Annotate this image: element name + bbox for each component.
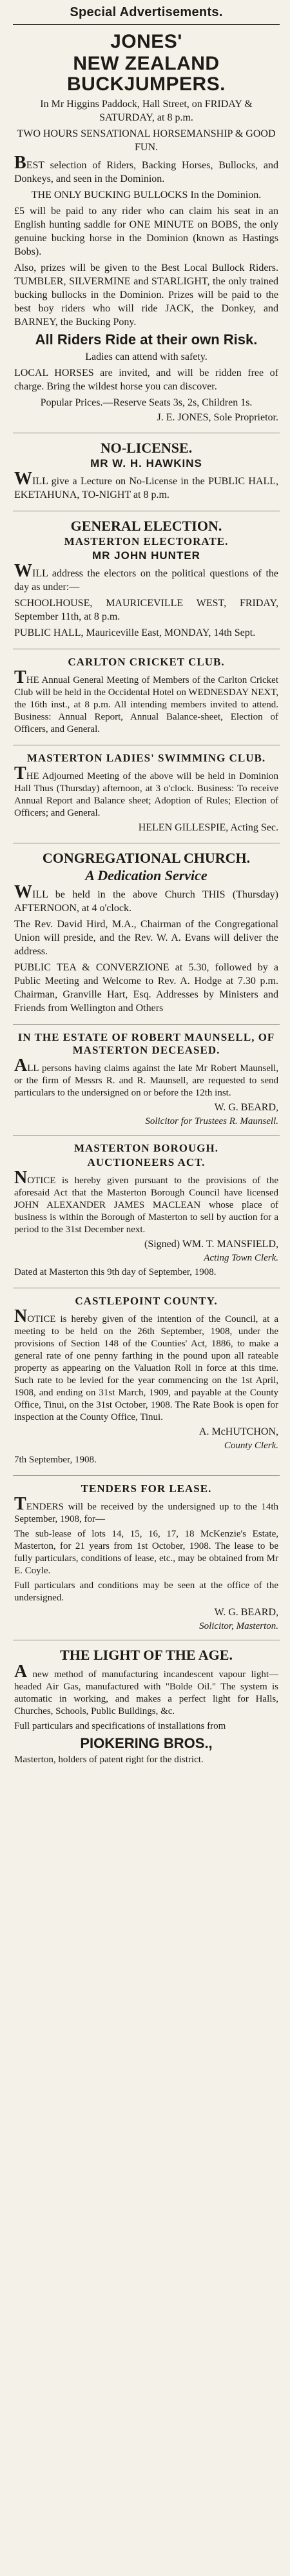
page-title: Special Advertisements. <box>70 5 223 19</box>
ad-heading: CONGREGATIONAL CHURCH. <box>42 850 251 866</box>
ad-heading: CASTLEPOINT COUNTY. <box>75 1295 218 1307</box>
ad-congregational-church <box>13 843 280 1024</box>
ad-paragraph: Also, prizes will be given to the Best Local Bullock Riders. TUMBLER, SILVERMINE and STARLIGHT, the only trained bucking bullocks in the Dominion. Prizes will be paid to the best boy riders who will ride JACK, the Donkey, and BARNEY, the Bucking Pony. <box>14 262 278 328</box>
ad-general-election <box>13 511 280 649</box>
ad-signature-title: Solicitor, Masterton. <box>199 1621 278 1631</box>
ad-subheading: MR JOHN HUNTER <box>92 549 200 562</box>
ad-paragraph: Full particulars and specifications of installations from <box>14 1721 226 1731</box>
ad-paragraph: TWO HOURS SENSATIONAL HORSEMANSHIP & GOOD FUN. <box>17 128 276 153</box>
ad-heading: NEW ZEALAND BUCKJUMPERS. <box>66 53 226 95</box>
ad-paragraph: NOTICE is hereby given pursuant to the provisions of the aforesaid Act that the Masterton Borough Council have licensed JOHN ALEXANDER JAMES MACLEAN whose place of business is within the Borough of Masterton to sell by auction for a period to the 31st December next. <box>14 1168 278 1235</box>
ad-paragraph: PUBLIC TEA & CONVERZIONE at 5.30, followed by a Public Meeting and Welcome to Rev. A. Hodge at 7.30 p.m. Chairman, Granville Hart, Esq. Addresses by Ministers and Friends from Wellington and Others <box>14 962 278 1014</box>
ad-castlepoint-county <box>13 1288 280 1475</box>
ad-paragraph: THE ONLY BUCKING BULLOCKS In the Dominion. <box>31 190 262 201</box>
ad-paragraph: A new method of manufacturing incandescent vapour light—headed Air Gas, manufactured with "Bolde Oil." The system is automatic in working, and makes a perfect light for Halls, Churches, Schools, Public Buildings, &c. <box>14 1662 278 1716</box>
ad-signature: HELEN GILLESPIE, Acting Sec. <box>138 822 278 833</box>
ad-signature-title: Acting Town Clerk. <box>204 1253 278 1263</box>
ad-heading: CARLTON CRICKET CLUB. <box>68 656 225 668</box>
ad-paragraph: WILL address the electors on the political questions of the day as under:— <box>14 561 278 593</box>
ad-signature: W. G. BEARD, <box>214 1102 278 1113</box>
ad-paragraph: Popular Prices.—Reserve Seats 3s, 2s, Children 1s. <box>40 397 253 408</box>
ad-paragraph: Full particulars and conditions may be seen at the office of the undersigned. <box>14 1580 278 1603</box>
ad-paragraph: The Rev. David Hird, M.A., Chairman of the Congregational Union will preside, and the Rev. W. A. Evans will deliver the address. <box>14 919 278 957</box>
ad-heading: MASTERTON LADIES' SWIMMING CLUB. <box>26 752 266 764</box>
ad-subheading: MASTERTON ELECTORATE. <box>64 535 229 547</box>
ad-paragraph: Dated at Masterton this 9th day of September, 1908. <box>14 1267 217 1277</box>
ad-signature-title: Solicitor for Trustees R. Maunsell. <box>145 1116 278 1126</box>
ad-no-license <box>13 433 280 511</box>
ad-heading: MASTERTON BOROUGH. <box>74 1142 218 1154</box>
ad-paragraph: 7th September, 1908. <box>14 1455 97 1465</box>
ad-paragraph: SCHOOLHOUSE, MAURICEVILLE WEST, FRIDAY, September 11th, at 8 p.m. <box>14 598 278 622</box>
ad-paragraph: Masterton, holders of patent right for the district. <box>14 1755 204 1765</box>
ad-paragraph: £5 will be paid to any rider who can claim his seat in an English hunting saddle for ONE MINUTE on BOBS, the only genuine bucking horse in the Dominion (known as Hastings Bobs). <box>14 206 278 257</box>
ad-subheading: All Riders Ride at their own Risk. <box>35 331 258 348</box>
ad-subheading: MR W. H. HAWKINS <box>90 457 202 469</box>
ad-masterton-borough <box>13 1135 280 1288</box>
ad-heading: GENERAL ELECTION. <box>70 518 222 534</box>
ad-paragraph: The sub-lease of lots 14, 15, 16, 17, 18 McKenzie's Estate, Masterton, for 21 years from 1st October, 1908. The lease to be fully particulars, conditions of lease, etc., may be obtained from Mr E. Coyle. <box>14 1529 278 1576</box>
ad-paragraph: WILL give a Lecture on No-License in the PUBLIC HALL, EKETAHUNA, TO-NIGHT at 8 p.m. <box>14 469 278 500</box>
ad-subheading: A Dedication Service <box>85 867 208 883</box>
ad-paragraph: WILL be held in the above Church THIS (Thursday) AFTERNOON, at 4 o'clock. <box>14 882 278 914</box>
ad-paragraph: Ladies can attend with safety. <box>85 351 208 362</box>
ad-subheading: AUCTIONEERS ACT. <box>87 1156 206 1168</box>
ad-heading: IN THE ESTATE OF ROBERT MAUNSELL, OF MASTERTON DECEASED. <box>17 1031 275 1056</box>
ad-swimming-club <box>13 745 280 843</box>
ad-carlton-cricket <box>13 649 280 745</box>
ad-signature: J. E. JONES, Sole Proprietor. <box>157 412 278 423</box>
ad-tenders-lease <box>13 1475 280 1640</box>
ad-jones-buckjumpers <box>13 24 280 433</box>
ad-signature: A. McHUTCHON, <box>198 1426 278 1437</box>
ad-signature: (Signed) WM. T. MANSFIELD, <box>144 1239 278 1250</box>
ad-light-of-the-age <box>13 1640 280 1775</box>
ad-paragraph: TENDERS will be received by the undersigned up to the 14th September, 1908, for— <box>14 1494 278 1524</box>
ad-paragraph: THE Adjourned Meeting of the above will be held in Dominion Hall Thus (Thursday) afternoon, at 3 o'clock. Business: To receive Annual Report and Balance sheet; Adoption of Rules; Election of Officers; and General. <box>14 763 278 818</box>
ad-paragraph: PUBLIC HALL, Mauriceville East, MONDAY, 14th Sept. <box>14 627 256 638</box>
ad-signature-title: County Clerk. <box>224 1440 278 1451</box>
ad-paragraph: BEST selection of Riders, Backing Horses, Bullocks, and Donkeys, and seen in the Dominion. <box>14 153 278 184</box>
ad-heading: JONES' <box>110 31 182 52</box>
ad-paragraph: NOTICE is hereby given of the intention of the Council, at a meeting to be held on the 26th September, 1908, under the provisions of Section 148 of the Counties' Act, 1886, to make a general rate of one penny farthing in the pound upon all rateable property as appearing on the Valuation Roll in force at this time. Such rate to be levied for the year commencing on the 1st April, 1908, and ending on 31st March, 1909, and payable at the County Office, Tinui, on the 31st October, 1908. The Rate Book is open for inspection at the County Office, Tinui. <box>14 1306 278 1422</box>
ad-paragraph: THE Annual General Meeting of Members of the Carlton Cricket Club will be held in the Occidental Hotel on WEDNESDAY NEXT, the 16th inst., at 8 p.m. All intending members invited to attend. Business: Annual Report, Annual Balance-sheet, Election of Officers, and General. <box>14 667 278 734</box>
ad-signature: W. G. BEARD, <box>214 1607 278 1618</box>
ad-heading: THE LIGHT OF THE AGE. <box>60 1647 233 1663</box>
ad-estate-maunsell <box>13 1024 280 1135</box>
ad-heading: NO-LICENSE. <box>100 440 193 456</box>
ad-subheading: PIOKERING BROS., <box>80 1735 213 1751</box>
ad-paragraph: ALL persons having claims against the late Mr Robert Maunsell, or the firm of Messrs R. and R. Maunsell, are requested to send particulars to the undersigned on or before the 12th inst. <box>14 1056 278 1098</box>
ad-paragraph: In Mr Higgins Paddock, Hall Street, on FRIDAY & SATURDAY, at 8 p.m. <box>40 99 253 123</box>
ad-paragraph: LOCAL HORSES are invited, and will be ridden free of charge. Bring the wildest horse you can discover. <box>14 368 278 392</box>
ad-heading: TENDERS FOR LEASE. <box>81 1482 212 1495</box>
